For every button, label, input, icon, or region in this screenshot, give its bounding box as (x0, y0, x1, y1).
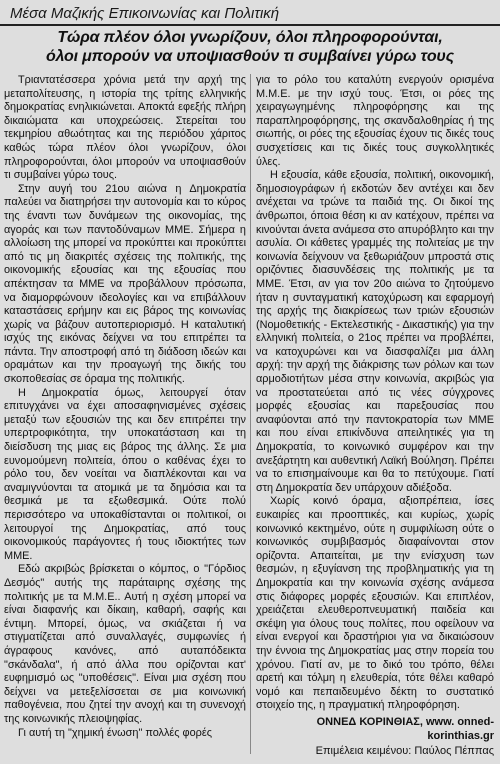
kicker-rule (0, 24, 500, 26)
headline-line-1: Τώρα πλέον όλοι γνωρίζουν, όλοι πληροφορούνται, (57, 29, 443, 46)
paragraph: Εδώ ακριβώς βρίσκεται ο κόμπος, ο "Γόρδιος Δεσμός" αυτής της παράταιρης σχέσης της πολιτικής με τα Μ.Μ.Ε.. Αυτή η σχέση μπορεί να είναι διαφανής και δίκαιη, καθαρή, σαφής και έντιμη. Μπορεί, όμως, να σκιάζεται ή να στιγματίζεται από συναλλαγές, συμφωνίες ή άγραφους κανόνες, από αυταπόδεικτα "σκάνδαλα", ή από άλλα που ορίζονται κατ' ευφημισμό ως "υποθέσεις". Είναι μια σχέση που δείχνει να μετεξελίσσεται σε μια κοινωνική παθογένεια, που ζητεί την ανοχή και τη συνενοχή της κοινωνικής πλειοψηφίας. (4, 563, 246, 725)
article-kicker: Μέσα Μαζικής Επικοινωνίας και Πολιτική (10, 5, 280, 22)
paragraph: Η εξουσία, κάθε εξουσία, πολιτική, οικονομική, δημοσιογράφων ή εκδοτών δεν αντέχει και δεν ανέχεται να τρώνε τα παιδιά της. Οι δικοί της άνθρωποι, όποια θέση κι αν κατέχουν, πρέπει να κινούνται άνετα ανάμεσα στο απυρόβλητο και την ασυλία. Οι κάθετες γραμμές της πολιτείας με την κοινωνία δείχνουν να ξεθωριάζουν μπροστά στις οριζόντιες διασυνδέσεις της πολιτικής με τα ΜΜΕ. Έτσι, αν για τον 20ο αιώνα το ζητούμενο ήταν η συνταγματική κατοχύρωση και εφαρμογή της αρχής της διακρίσεως των τριών εξουσιών (Νομοθετικής - Εκτελεστικής - Δικαστικής) για την ελληνική πολιτεία, ο 21ος πρέπει να προβλέπει, να κατοχυρώνει και να διασφαλίζει μια άλλη αρχή: την αρχή της διάκρισης των ρόλων και των αρμοδιοτήτων μέσα στην κοινωνία, ακριβώς για να προστατεύεται από τις νέες σύγχρονες μορφές εξουσίας και παρεξουσίας που αναφύονται από την παντοκρατορία των ΜΜΕ και που είναι επικίνδυνα απειλητικές για τη Δημοκρατία, το κοινωνικό συμφέρον και την ανεξάρτητη και αυθεντική Λαϊκή Βούληση. Πρέπει να το επισημαίνουμε και θα το πετύχουμε. Γιατί στη Δημοκρατία δεν υπάρχουν αδιέξοδα. (256, 169, 494, 494)
article-column-left (4, 74, 246, 740)
paragraph: Γι αυτή τη "χημική ένωση" πολλές φορές (18, 726, 212, 739)
column-divider (250, 74, 251, 754)
paragraph: Χωρίς κοινό όραμα, αξιοπρέπεια, ίσες ευκαιρίες και προοπτικές, και κυρίως, χωρίς κοινωνικό κεκτημένο, ούτε η συμφιλίωση ούτε ο κοινωνικός συμβιβασμός διαφαίνονται στον ορίζοντα. Απαιτείται, με την ενίσχυση των θεσμών, η εξυγίανση της προβληματικής για τη Δημοκρατία και την κοινωνία σχέσης ανάμεσα στις διάφορες μορφές εξουσιών. Και επιπλέον, χρειάζεται ελευθεροπνευματική παιδεία και σκέψη για όλους τους πολίτες, που οφείλουν να είναι ενεργοί και δραστήριοι για να δικαιώσουν την έννοια της Δημοκρατίας μας στην πορεία του χρόνου. Γιατί αν, με το δικό του τρόπο, θέλει αρετή και τόλμη η ελευθερία, τότε θέλει καθαρό νομό και πεπαιδευμένο δέκτη το συστατικό στοιχείο της, η πραγματική πληροφόρηση. (256, 495, 494, 712)
source-credit: ΟΝΝΕΔ ΚΟΡΙΝΘΙΑΣ, www. onned-korinthias.gr (316, 715, 494, 742)
article-headline (6, 28, 494, 66)
paragraph: Στην αυγή του 21ου αιώνα η Δημοκρατία παλεύει να διατηρήσει την αυτονομία και το κύρος της έναντι των δυνάμεων της οικονομίας, της αγοράς και των παντοδύναμων ΜΜΕ. Σήμερα η αλλοίωση της μπορεί να προκύπτει και προκύπτει από τις μη διακριτές σχέσεις της πολιτικής, της οικονομικής εξουσίας και της εξουσίας που απέκτησαν τα ΜΜΕ να προβάλλουν πρόσωπα, να διαμορφώνουν ιδεολογίες και να επιβάλλουν καταστάσεις ερήμην και εις βάρος της κοινωνίας χωρίς να βάζουν αυτοπεριορισμό. Η καταλυτική ισχύς της εικόνας δείχνει να του επιτρέπει τα πάντα. Την αποστροφή από τη διάδοση ιδεών και οραμάτων και την προαγωγή της δικής του σκοποθεσίας σε όραμα της πολιτικής. (4, 182, 246, 386)
editor-credit: Επιμέλεια κειμένου: Παύλος Πέππας (315, 745, 494, 758)
paragraph: Η Δημοκρατία όμως, λειτουργεί όταν επιτυγχάνει να έχει αποσαφηνισμένες σχέσεις μεταξύ των εξουσιών της και δεν επιτρέπει την υπερτροφικότητα, την υποκατάσταση και τη διείσδυση της μιας εις βάρος της άλλης. Σε μια ευνομούμενη πολιτεία, όπου ο καθένας έχει το ρόλο του, δεν νοείται να διαπλέκονται και να αναμιγνύονται τα ατομικά με τα δημόσια και τα θεσμικά με τα εξωθεσμικά. Ούτε πολύ περισσότερο να υποκαθίστανται οι πολιτικοί, οι λειτουργοί της Δημοκρατίας, από τους οικονομικούς παράγοντες ή τους ιδιοκτήτες των ΜΜΕ. (4, 386, 246, 562)
paragraph: Τριαντατέσσερα χρόνια μετά την αρχή της μεταπολίτευσης, η ιστορία της τρίτης ελληνικής δημοκρατίας ενηλικιώνεται. Αποκτά εφεξής πλήρη δικαιώματα και υποχρεώσεις. Στερείται του τεκμηρίου αθωότητας και της περιόδου χάριτος καθώς τώρα πλέον όλοι γνωρίζουν, όλοι πληροφορούνται, όλοι μπορούν να υποψιασθούν τι συμβαίνει γύρω τους. (4, 74, 246, 182)
headline-line-2: όλοι μπορούν να υποψιασθούν τι συμβαίνει γύρω τους (46, 48, 454, 65)
paragraph: για το ρόλο του καταλύτη ενεργούν ορισμένα Μ.Μ.Ε. με την ισχύ τους. Έτσι, οι ρόες της χειραγωγημένης πληροφόρησης και της παραπληροφόρησης, της σκανδαλοθηρίας ή της σιωπής, οι ρόες της εξουσίας έχουν τις δικές τους συσχετίσεις και τις δικές τους συγκολλητικές ύλες. (256, 74, 494, 168)
byline-block (256, 716, 494, 759)
article-column-right (256, 74, 494, 759)
